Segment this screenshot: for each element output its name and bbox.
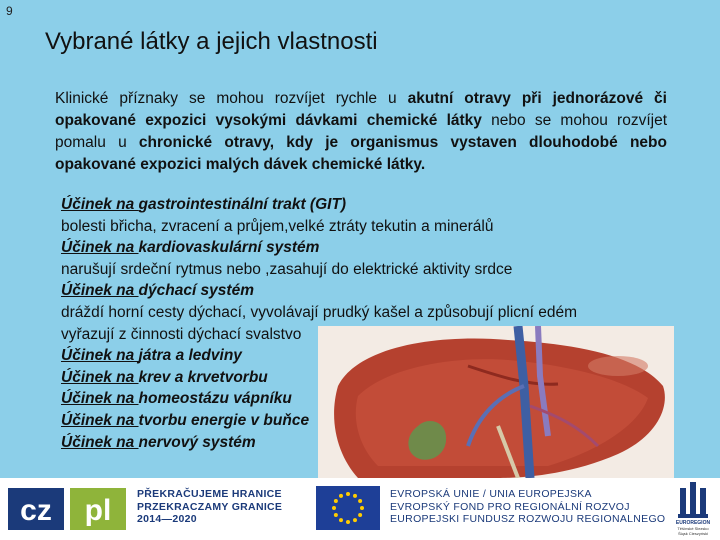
effect-target: gastrointestinální trakt (GIT)	[138, 196, 347, 213]
effect-heading-nervous	[61, 432, 701, 454]
intro-bold-chronic: chronické otravy, kdy je organismus vystaven dlouhodobé nebo opakované expozici malých dávek chemické látky.	[55, 134, 667, 173]
effect-desc-git: bolesti břicha, zvracení a průjem,velké ztráty tekutin a minerálů	[61, 217, 494, 235]
effect-heading-energy	[61, 410, 701, 432]
euroregion-logo	[668, 480, 718, 538]
effect-prefix: Účinek na	[61, 239, 139, 257]
intro-text-1: Klinické příznaky se mohou rozvíjet rychle u	[55, 90, 408, 107]
program-line: PŘEKRAČUJEME HRANICE	[137, 488, 282, 500]
euroregion-sub-line: Śląsk Cieszyński	[677, 531, 708, 536]
slide-title: Vybrané látky a jejich vlastnosti	[45, 28, 378, 55]
eu-line: EVROPSKÝ FOND PRO REGIONÁLNÍ ROZVOJ	[390, 500, 630, 513]
effect-heading-blood	[61, 367, 701, 389]
effect-prefix: Účinek na	[61, 196, 139, 213]
eu-star	[334, 513, 338, 517]
effect-heading-git	[61, 194, 701, 216]
euroregion-sub-line: Těšínské Slezsko	[677, 526, 709, 531]
intro-bold-acute: akutní otravy při jednorázové či opakované expozici vysokými dávkami chemické látky	[55, 90, 667, 129]
effect-target: játra a ledviny	[138, 347, 242, 365]
effect-target: homeostázu vápníku	[138, 390, 292, 408]
eu-flag-icon	[316, 486, 380, 530]
eu-text	[390, 488, 665, 526]
effect-heading-cardio	[61, 237, 701, 259]
eu-star	[346, 492, 350, 496]
eu-star	[358, 513, 362, 517]
effects-list	[61, 194, 701, 453]
euroregion-tower-icon	[668, 480, 718, 520]
effect-prefix: Účinek na	[61, 433, 139, 451]
eu-star	[353, 494, 357, 498]
effect-prefix: Účinek na	[61, 390, 139, 408]
program-line: PRZEKRACZAMY GRANICE	[137, 500, 283, 513]
euroregion-label: EUROREGION	[675, 520, 711, 526]
slide-number: 9	[6, 4, 13, 18]
effect-target: dýchací systém	[138, 282, 254, 300]
intro-paragraph	[55, 88, 667, 176]
intro-text-2: nebo se mohou rozvíjet pomalu u	[55, 112, 667, 151]
euroregion-sub	[668, 526, 718, 536]
effect-prefix: Účinek na	[61, 368, 139, 386]
eu-star	[358, 499, 362, 503]
eu-star	[360, 506, 364, 510]
svg-text:cz: cz	[20, 494, 52, 527]
effect-heading-liver-kidney	[61, 345, 701, 367]
eu-line: EUROPEJSKI FUNDUSZ ROZWOJU REGIONALNEGO	[390, 513, 666, 525]
effect-desc-cardio: narušují srdeční rytmus nebo ,zasahují do elektrické aktivity srdce	[61, 260, 513, 278]
effect-heading-calcium	[61, 388, 701, 410]
effect-desc-respiratory: dráždí horní cesty dýchací, vyvolávají prudký kašel a způsobují plicní edém	[61, 303, 578, 321]
effect-target: krev a krvetvorbu	[138, 368, 268, 386]
footer-logos	[0, 478, 720, 540]
program-text	[137, 488, 282, 526]
eu-star	[353, 518, 357, 522]
eu-star	[346, 520, 350, 524]
effect-prefix: Účinek na	[61, 282, 139, 300]
eu-line: EVROPSKÁ UNIE / UNIA EUROPEJSKA	[390, 488, 592, 500]
czpl-logo	[8, 486, 128, 532]
effect-heading-respiratory	[61, 280, 701, 302]
svg-text:pl: pl	[84, 494, 112, 527]
effect-prefix: Účinek na	[61, 411, 139, 429]
program-line: 2014—2020	[137, 513, 197, 525]
eu-star	[332, 506, 336, 510]
eu-star	[339, 494, 343, 498]
eu-star	[334, 499, 338, 503]
eu-star	[339, 518, 343, 522]
effect-prefix: Účinek na	[61, 347, 139, 365]
effect-target: nervový systém	[138, 433, 256, 451]
effect-target: tvorbu energie v buňce	[138, 411, 310, 429]
effect-desc-respiratory-2: vyřazují z činnosti dýchací svalstvo	[61, 325, 302, 343]
effect-target: kardiovaskulární systém	[138, 239, 320, 257]
